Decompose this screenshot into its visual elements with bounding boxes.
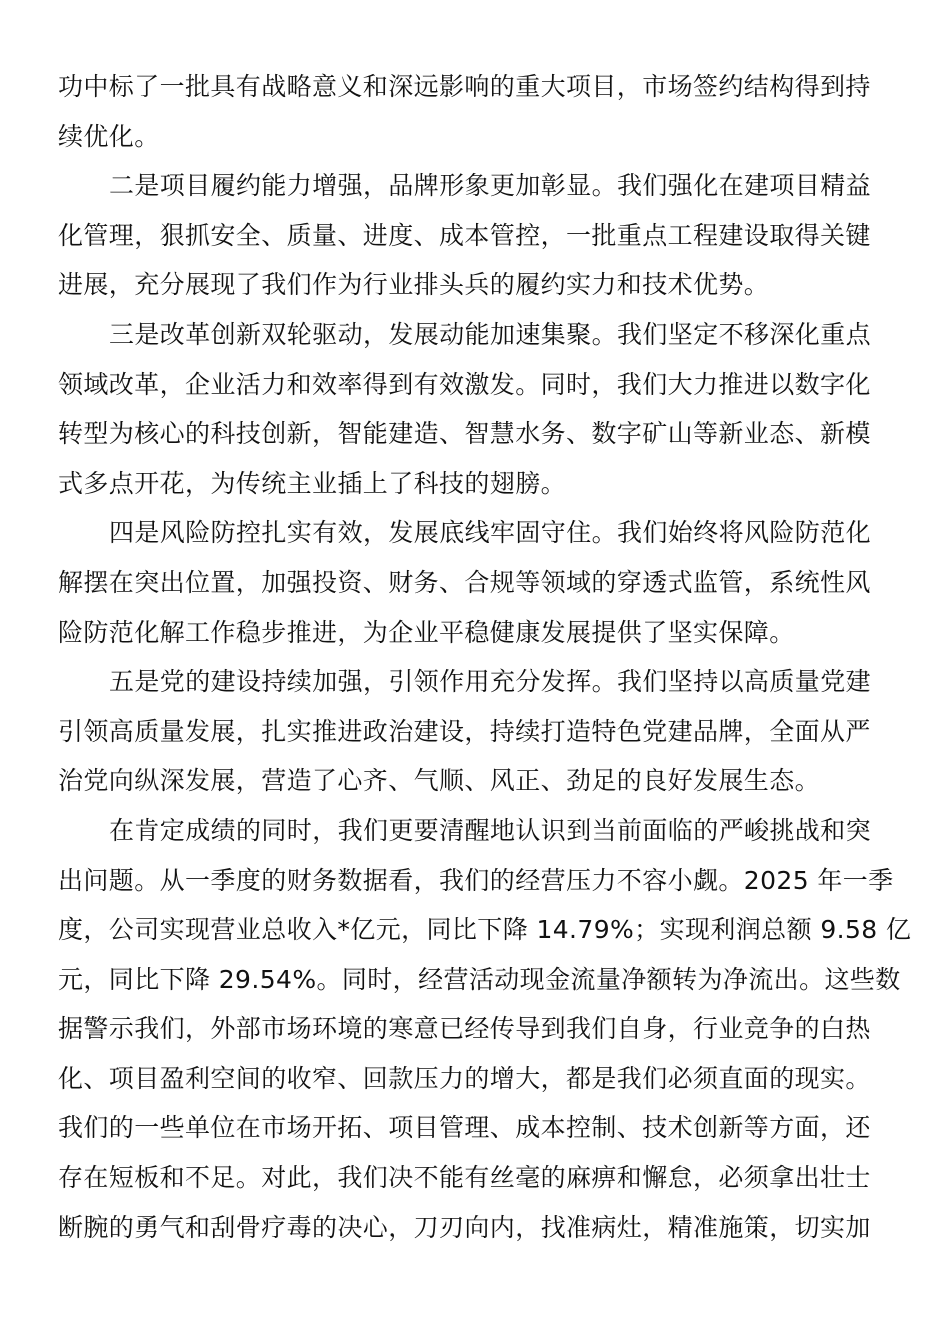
text-line-3: 二是项目履约能力增强，品牌形象更加彰显。我们强化在建项目精益 [109,171,872,201]
text-line-24: 断腕的勇气和刮骨疗毒的决心，刀刃向内，找准病灶，精准施策，切实加 [58,1212,871,1242]
text-line-20: 据警示我们，外部市场环境的寒意已经传导到我们自身，行业竞争的白热 [58,1014,871,1044]
body-text [58,62,912,1252]
text-line-6: 三是改革创新双轮驱动，发展动能加速集聚。我们坚定不移深化重点 [109,319,872,349]
text-line-18: 度，公司实现营业总收入*亿元，同比下降 14.79%；实现利润总额 9.58 亿 [58,915,912,945]
text-line-23: 存在短板和不足。对此，我们决不能有丝毫的麻痹和懈怠，必须拿出壮士 [58,1163,871,1193]
text-line-9: 式多点开花，为传统主业插上了科技的翅膀。 [58,468,567,498]
text-line-5: 进展，充分展现了我们作为行业排头兵的履约实力和技术优势。 [58,270,770,300]
text-line-13: 五是党的建设持续加强，引领作用充分发挥。我们坚持以高质量党建 [109,667,872,697]
text-line-11: 解摆在突出位置，加强投资、财务、合规等领域的穿透式监管，系统性风 [58,567,871,597]
text-line-14: 引领高质量发展，扎实推进政治建设，持续打造特色党建品牌，全面从严 [58,716,871,746]
text-line-12: 险防范化解工作稳步推进，为企业平稳健康发展提供了坚实保障。 [58,617,795,647]
text-line-17: 出问题。从一季度的财务数据看，我们的经营压力不容小觑。2025 年一季 [58,865,894,895]
text-line-15: 治党向纵深发展，营造了心齐、气顺、风正、劲足的良好发展生态。 [58,766,821,796]
text-line-19: 元，同比下降 29.54%。同时，经营活动现金流量净额转为净流出。这些数 [58,964,901,994]
text-line-1: 功中标了一批具有战略意义和深远影响的重大项目，市场签约结构得到持 [58,72,871,101]
text-line-10: 四是风险防控扎实有效，发展底线牢固守住。我们始终将风险防范化 [109,518,872,548]
text-line-22: 我们的一些单位在市场开拓、项目管理、成本控制、技术创新等方面，还 [58,1113,871,1143]
text-line-16: 在肯定成绩的同时，我们更要清醒地认识到当前面临的严峻挑战和突 [109,815,872,845]
text-line-21: 化、项目盈利空间的收窄、回款压力的增大，都是我们必须直面的现实。 [58,1063,871,1093]
text-line-7: 领域改革，企业活力和效率得到有效激发。同时，我们大力推进以数字化 [58,369,871,399]
text-line-8: 转型为核心的科技创新，智能建造、智慧水务、数字矿山等新业态、新模 [58,419,871,449]
text-line-2: 续优化。 [58,121,160,151]
text-line-4: 化管理，狠抓安全、质量、进度、成本管控，一批重点工程建设取得关键 [58,220,871,250]
